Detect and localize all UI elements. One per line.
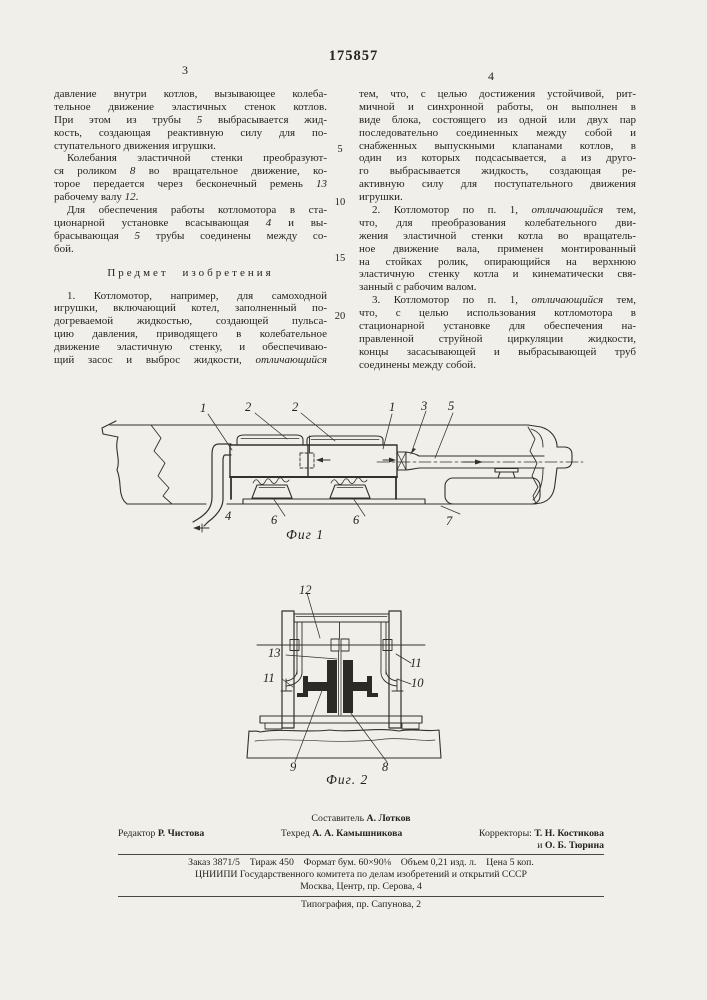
text-line: снабженных выпускными клапанами котлов, в <box>359 139 636 152</box>
fig1-ref-6-left: 6 <box>271 513 278 527</box>
text-line: давление внутри котлов, вызывающее колеба- <box>54 88 327 100</box>
page-number-left: 3 <box>182 63 188 77</box>
text-line: движение эластичную стенку, и обеспечиваю- <box>54 341 327 354</box>
footer-rule-top <box>118 854 604 855</box>
text-column-right <box>359 88 636 372</box>
fig2-ref-11-left: 11 <box>263 671 275 685</box>
text-line: щий засос и выброс жидкости, отличающийся <box>54 354 327 367</box>
imprint-footer <box>118 813 604 911</box>
text-line: цию давления, приводящего в колебательное <box>54 328 327 341</box>
text-line: правленной струйной циркуляции жидкости, <box>359 332 636 345</box>
fig1-ref-3: 3 <box>421 399 428 413</box>
text-line: тем, что, с целью достижения устойчивой, рит- <box>359 88 636 100</box>
fig1-ref-7: 7 <box>446 514 453 528</box>
fig2-ref-12: 12 <box>299 583 312 597</box>
text-line: соединены между собой. <box>359 358 476 371</box>
compiler-line: Составитель А. Лотков <box>311 813 411 824</box>
text-line: рабочему валу 12. <box>54 191 139 204</box>
text-line: брасывающая 5 трубы соединены между со- <box>54 229 327 242</box>
address-line: Москва, Центр, пр. Серова, 4 <box>300 881 422 892</box>
text-line: игрушки. <box>359 191 403 204</box>
margin-line-number-15: 15 <box>334 253 346 264</box>
fig2-ref-9: 9 <box>290 760 297 774</box>
patent-number: 175857 <box>328 48 379 64</box>
figure-2-drawing <box>235 575 475 795</box>
techred-credit: Техред А. А. Камышникова <box>280 828 403 839</box>
margin-line-number-5: 5 <box>337 144 343 155</box>
section-heading: Предмет изобретения <box>107 266 274 279</box>
text-line: 3. Котломотор по п. 1, отличающийся тем, <box>372 294 636 307</box>
text-line: Для обеспечения работы котломотора в ста- <box>67 204 327 217</box>
text-line: что, с целью использования котломотора в <box>359 307 636 320</box>
fig2-ref-13: 13 <box>268 646 281 660</box>
text-line: мичной и синхронной работы, он выполнен в <box>359 100 636 113</box>
text-column-left <box>54 88 327 367</box>
organization-line: ЦНИИПИ Государственного комитета по делам изобретений и открытий СССР <box>195 869 527 880</box>
order-line: Заказ 3871/5 Тираж 450 Формат бум. 60×90⅛ Объем 0,21 изд. л. Цена 5 коп. <box>188 857 534 868</box>
text-line: на стойках ролик, опирающийся на верхнюю <box>359 255 636 268</box>
fig2-ref-10: 10 <box>411 676 424 690</box>
text-line: ное движение вала, применен монтированный <box>359 242 636 255</box>
margin-line-number-20: 20 <box>334 311 346 322</box>
footer-rule-bottom <box>118 896 604 897</box>
text-line: го выбрасывается жидкость, создающая ре- <box>359 165 636 178</box>
text-line: что, для преобразования колебательного дви- <box>359 216 636 229</box>
text-line: 1. Котломотор, например, для самоходной <box>67 289 327 302</box>
correctors-credit <box>479 828 604 851</box>
text-line: игрушки, включающий котел, заполненный по- <box>54 302 327 315</box>
text-line: тельное движение эластичных стенок котлов. <box>54 100 327 113</box>
fig1-ref-1-right: 1 <box>389 400 396 414</box>
fig1-ref-6-right: 6 <box>353 513 360 527</box>
text-line: догреваемой жидкостью, создающей пульса- <box>54 315 327 328</box>
fig1-ref-2-left: 2 <box>245 400 252 414</box>
correctors-line-2: и О. Б. Тюрина <box>537 839 604 851</box>
text-line: жения эластичной стенки котла во вращатель- <box>359 229 636 242</box>
fig2-ref-11-right: 11 <box>410 656 422 670</box>
text-line: один из которых подсасывается, а из друго- <box>359 152 636 165</box>
page-number-right: 4 <box>488 69 494 83</box>
text-line: кость, создающая реактивную силу для по- <box>54 126 327 139</box>
fig1-ref-5: 5 <box>448 399 455 413</box>
text-line: последовательно соединенных между собой и <box>359 126 636 139</box>
text-line: бой. <box>54 242 74 255</box>
text-line: виде блока, состоящего из одной или двух пар <box>359 113 636 126</box>
margin-line-number-10: 10 <box>334 197 346 208</box>
figure-1-caption: Фиг 1 <box>286 527 324 542</box>
fig1-ref-4: 4 <box>225 509 232 523</box>
text-line: активную силу для поступательного движения <box>359 178 636 191</box>
text-line: ся роликом 8 во вращательное движение, ко- <box>54 165 328 178</box>
editor-credit: Редактор Р. Чистова <box>118 828 205 839</box>
text-line: ступательного движения игрушки. <box>54 139 216 152</box>
text-line: Колебания эластичной стенки преобразуют- <box>67 152 327 165</box>
text-line: концы засасывающей и выбрасывающей труб <box>359 345 636 358</box>
fig2-ref-8: 8 <box>382 760 389 774</box>
text-line: ционарной установке всасывающая 4 и вы- <box>54 216 327 229</box>
text-line: 2. Котломотор по п. 1, отличающийся тем, <box>372 204 636 217</box>
figure-1-drawing <box>85 398 645 550</box>
printing-house-line: Типография, пр. Сапунова, 2 <box>300 899 422 910</box>
text-line: эластичную стенку котла и кинематически свя- <box>359 268 636 281</box>
text-line: При этом из трубы 5 выбрасывается жид- <box>54 113 328 126</box>
text-line: торое передается через бесконечный ремень 13 <box>54 178 327 191</box>
text-line: стационарной установке для обеспечения на- <box>359 320 636 333</box>
correctors-line-1: Корректоры: Т. Н. Костикова <box>478 828 604 839</box>
fig1-ref-2-right: 2 <box>292 400 299 414</box>
figure-2-caption: Фиг. 2 <box>326 772 369 787</box>
fig1-ref-1-left: 1 <box>200 401 207 415</box>
text-line: занный с рабочим валом. <box>359 281 477 294</box>
editors-row <box>118 828 604 851</box>
